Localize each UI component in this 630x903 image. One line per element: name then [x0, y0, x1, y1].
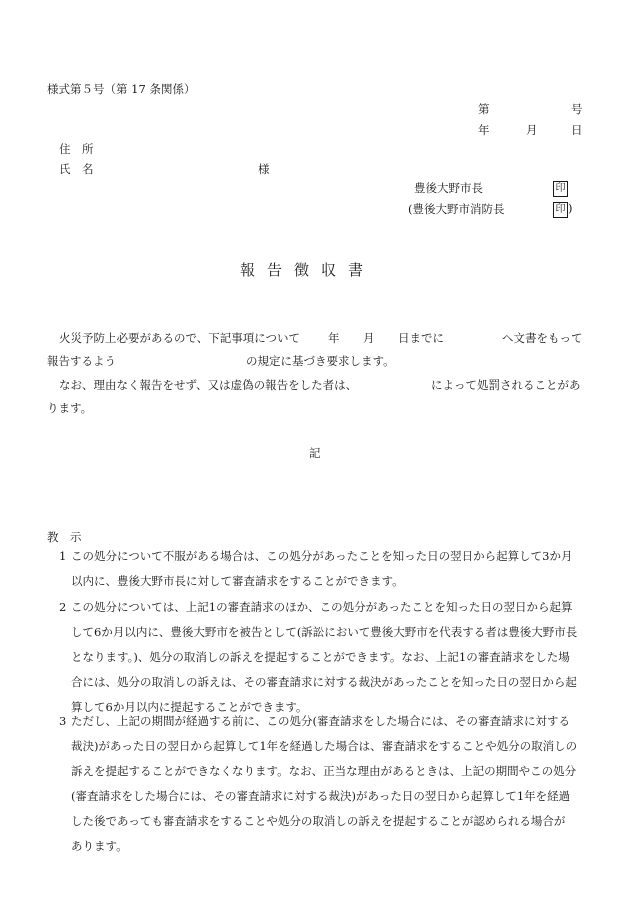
body-line1-a: 火災予防上必要があるので、下記事項について: [59, 331, 301, 345]
date-year-label: 年: [478, 123, 490, 137]
body-line3-a: なお、理由なく報告をせず、又は虚偽の報告をした者は、: [59, 378, 358, 392]
notice-item-2-line: して6か月以内に、豊後大野市を被告として(訴訟において豊後大野市を代表する者は豊後大野市長: [71, 625, 578, 639]
seal-closing-paren: ): [568, 201, 573, 215]
body-line1-month: 月: [363, 331, 375, 345]
notice-item-2: [71, 595, 591, 720]
notice-item-number: 2: [59, 600, 67, 614]
body-line1-year: 年: [328, 331, 340, 345]
issuer-fire-chief: (豊後大野市消防長: [408, 202, 505, 216]
notice-item-number: 3: [59, 714, 67, 728]
body-line2-a: 報告するよう: [47, 354, 116, 368]
address-label: 住 所: [59, 142, 94, 156]
body-line3-b: によって処罰されることがあ: [431, 378, 581, 392]
notice-item-3-line: ただし、上記の期間が経過する前に、この処分(審査請求をした場合には、その審査請求に対する: [71, 714, 570, 728]
seal-mark: 印: [553, 181, 568, 197]
date-month-label: 月: [526, 123, 538, 137]
seal-mark: 印: [553, 202, 568, 218]
notice-item-2-line: となります。)、処分の取消しの訴えを提起することができます。なお、上記1の審査請求をした場: [71, 650, 570, 664]
notice-item-3-line: 訴えを提起することができなくなります。なお、正当な理由があるときは、上記の期間やこの処分: [71, 764, 577, 778]
mayor-seal: [553, 180, 568, 197]
notice-item-2-line: 算して6か月以内に提起することができます。: [71, 700, 308, 714]
date-day-label: 日: [571, 123, 583, 137]
notice-item-2-line: 合には、処分の取消しの訴えは、その審査請求に対する裁決があったことを知った日の翌日から起: [71, 675, 577, 689]
notice-item-3-line: (審査請求をした場合には、その審査請求に対する裁決)があった日の翌日から起算して1年を経過: [71, 789, 571, 803]
document-number-suffix: 号: [571, 102, 583, 116]
form-number: 様式第５号（第 17 条関係）: [47, 82, 196, 96]
document-number-prefix: 第: [478, 102, 490, 116]
issuer-mayor: 豊後大野市長: [414, 181, 483, 195]
notice-item-3-line: あります。: [71, 839, 128, 853]
honorific: 様: [258, 162, 270, 176]
notice-item-3-line: 裁決)があった日の翌日から起算して1年を経過した場合は、審査請求をすることや処分の取消しの: [71, 739, 578, 753]
fire-chief-seal: [553, 201, 573, 218]
notice-item-3-line: した後であっても審査請求をすることや処分の取消しの訴えを提起することが認められる場合が: [71, 814, 566, 828]
notice-item-1-line: 以内に、豊後大野市長に対して審査請求をすることができます。: [71, 574, 404, 588]
notice-heading: 教 示: [47, 530, 82, 544]
notice-item-1: [71, 544, 591, 594]
body-line1-b: へ文書をもって: [502, 331, 583, 345]
notice-item-number: 1: [59, 549, 67, 563]
body-line2-b: の規定に基づき要求します。: [246, 354, 395, 368]
notice-item-2-line: この処分については、上記1の審査請求のほか、この処分があったことを知った日の翌日から起算: [71, 600, 573, 614]
body-line1-day: 日までに: [398, 331, 444, 345]
ki-mark: 記: [309, 446, 321, 460]
name-label: 氏 名: [59, 162, 94, 176]
notice-item-1-line: この処分について不服がある場合は、この処分があったことを知った日の翌日から起算して3か月: [71, 549, 573, 563]
document-title: 報告徴収書: [240, 261, 376, 279]
body-line4: ります。: [47, 401, 93, 415]
notice-item-3: [71, 709, 591, 859]
